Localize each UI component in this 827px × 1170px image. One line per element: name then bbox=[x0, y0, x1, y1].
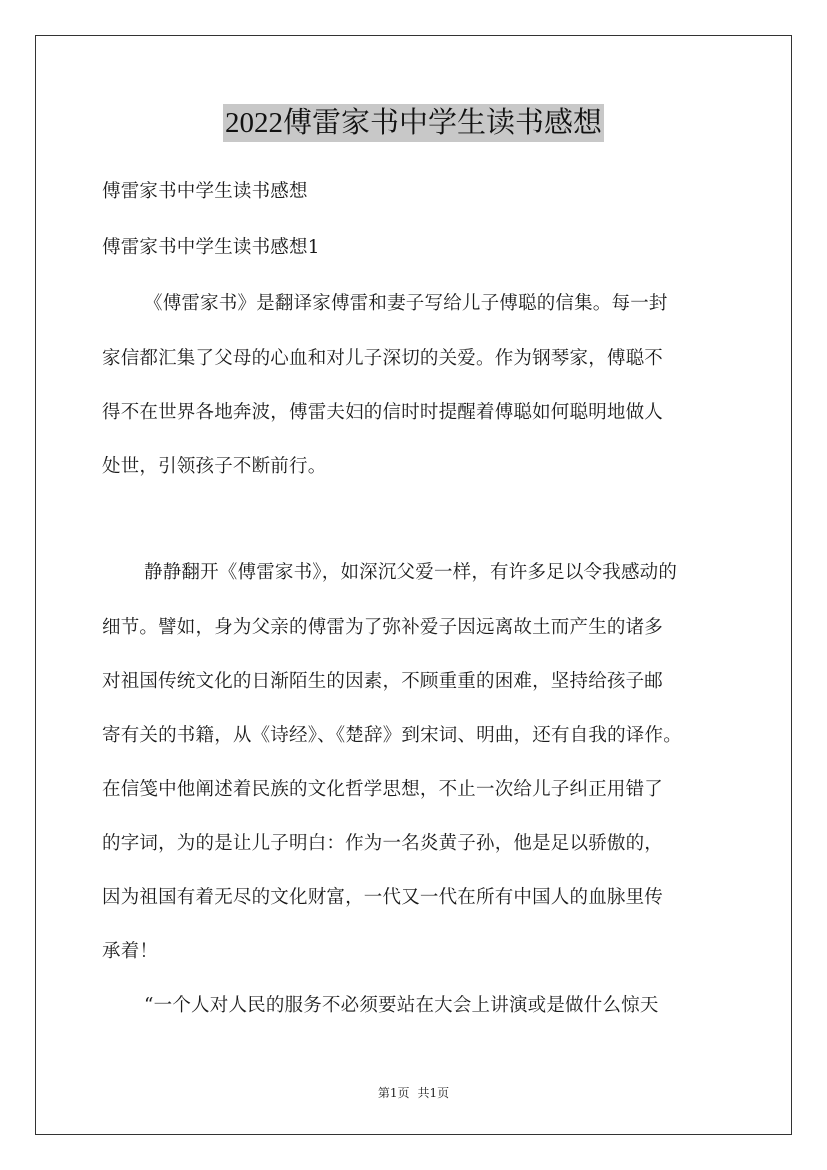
paragraph-line: 在信笺中他阐述着民族的文化哲学思想，不止一次给儿子纠正用错了 bbox=[102, 779, 664, 800]
paragraph-line: 静静翻开《傅雷家书》，如深沉父爱一样，有许多足以令我感动的 bbox=[144, 562, 678, 583]
paragraph-line: 《傅雷家书》是翻译家傅雷和妻子写给儿子傅聪的信集。每一封 bbox=[144, 293, 668, 314]
title-container bbox=[0, 104, 827, 142]
section-heading: 傅雷家书中学生读书感想1 bbox=[102, 237, 320, 258]
paragraph-line: 处世，引领孩子不断前行。 bbox=[102, 456, 327, 477]
page-footer bbox=[0, 1084, 827, 1101]
paragraph-line: 细节。譬如，身为父亲的傅雷为了弥补爱子因远离故土而产生的诸多 bbox=[102, 617, 664, 638]
paragraph-line: 承着！ bbox=[102, 941, 159, 962]
paragraph-line: 家信都汇集了父母的心血和对儿子深切的关爱。作为钢琴家，傅聪不 bbox=[102, 348, 664, 369]
document-title: 2022傅雷家书中学生读书感想 bbox=[223, 104, 604, 142]
page-number: 第1页 bbox=[377, 1086, 410, 1100]
paragraph-line: 寄有关的书籍，从《诗经》、《楚辞》到宋词、明曲，还有自我的译作。 bbox=[102, 725, 682, 746]
paragraph-line: “一个人对人民的服务不必须要站在大会上讲演或是做什么惊天 bbox=[144, 995, 659, 1016]
paragraph-line: 对祖国传统文化的日渐陌生的因素，不顾重重的困难，坚持给孩子邮 bbox=[102, 671, 664, 692]
subtitle: 傅雷家书中学生读书感想 bbox=[102, 181, 308, 202]
paragraph-line: 因为祖国有着无尽的文化财富，一代又一代在所有中国人的血脉里传 bbox=[102, 887, 664, 908]
paragraph-line: 得不在世界各地奔波，傅雷夫妇的信时时提醒着傅聪如何聪明地做人 bbox=[102, 402, 664, 423]
page-total: 共1页 bbox=[417, 1086, 450, 1100]
paragraph-line: 的字词，为的是让儿子明白：作为一名炎黄子孙，他是足以骄傲的， bbox=[102, 833, 664, 854]
